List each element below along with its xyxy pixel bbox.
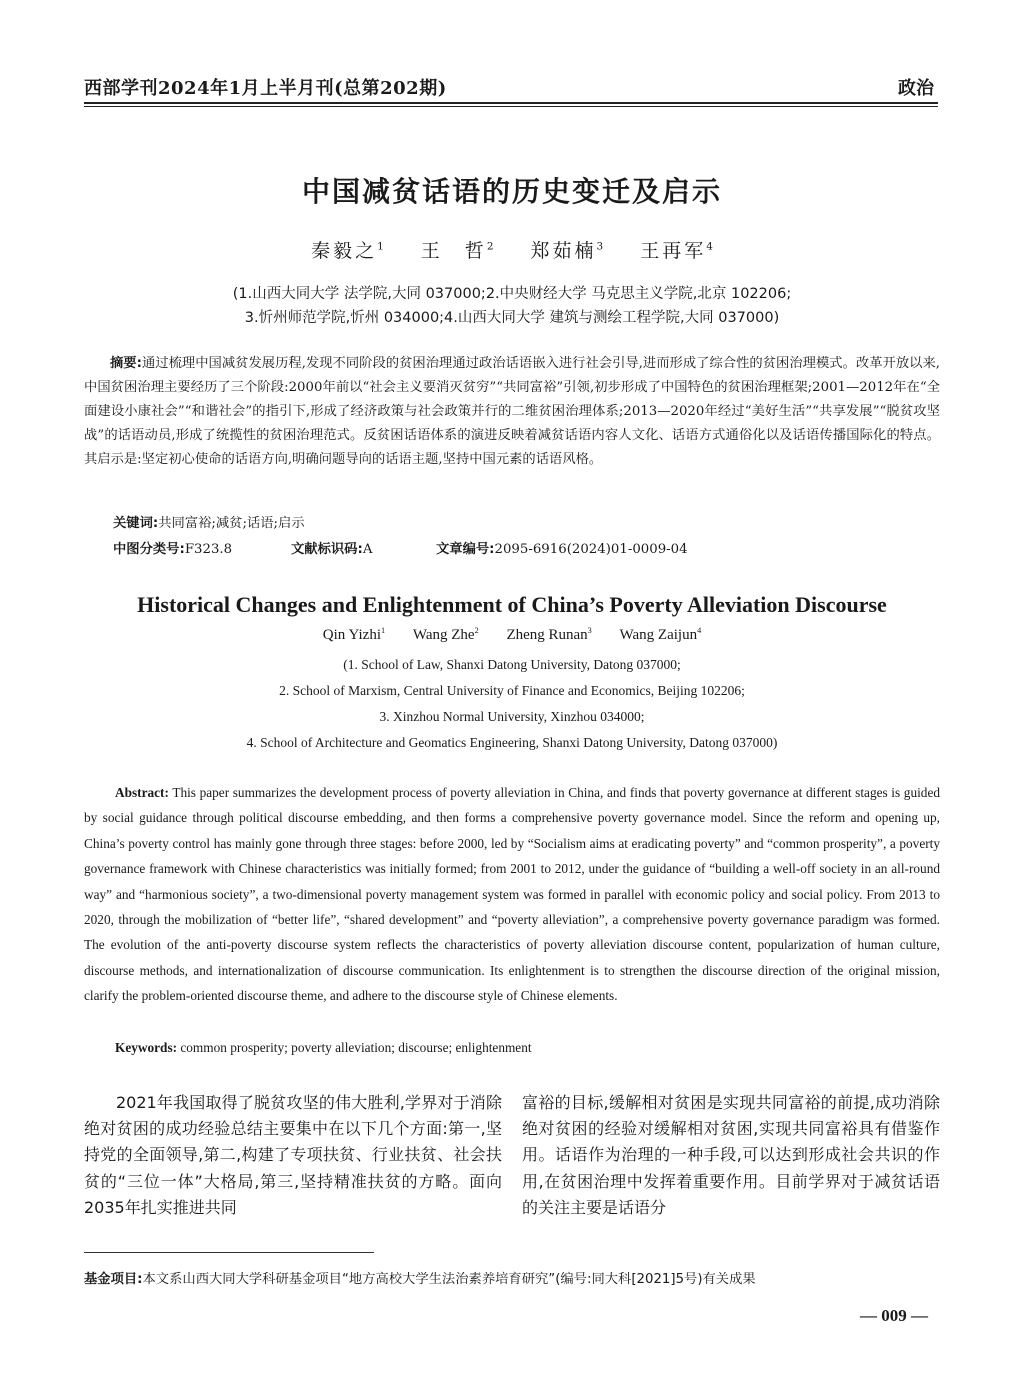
paper-title-cn: 中国减贫话语的历史变迁及启示: [301, 175, 722, 208]
authors-en: [0, 626, 1024, 644]
abstract-en-text: This paper summarizes the development process of poverty alleviation in China, and finds that poverty governance at different stages is guided by social guidance through political discourse embedding, and then forms a comprehensive poverty governance model. Since the reform and opening up, China’s poverty control has mainly gone through three stages: before 2000, led by “Socialism aims at eradicating poverty” and “common prosperity”, a poverty governance framework with Chinese characteristics was initially formed; from 2001 to 2012, under the guidance of “building a well-off society in an all-round way” and “harmonious society”, a two-dimensional poverty management system was formed in parallel with economic policy and social policy. From 2013 to 2020, through the mobilization of “better life”, “shared development” and “poverty alleviation”, a comprehensive poverty governance paradigm was formed. The evolution of the anti-poverty discourse system reflects the characteristics of poverty alleviation discourse content, popularization of human culture, discourse methods, and internationalization of discourse communication. Its enlightenment is to strengthen the discourse direction of the original mission, clarify the problem-oriented discourse theme, and adhere to the discourse style of Chinese elements.: [84, 785, 940, 1004]
abstract-cn-text: 通过梳理中国减贫发展历程,发现不同阶段的贫困治理通过政治话语嵌入进行社会引导,进而形成了综合性的贫困治理模式。改革开放以来,中国贫困治理主要经历了三个阶段:2000年前以“社会主义要消灭贫穷”“共同富裕”引领,初步形成了中国特色的贫困治理框架;2001—2012年在“全面建设小康社会”“和谐社会”的指引下,形成了经济政策与社会政策并行的二维贫困治理体系;2013—2020年经过“美好生活”“共享发展”“脱贫攻坚战”的话语动员,形成了统揽性的贫困治理范式。反贫困话语体系的演进反映着减贫话语内容人文化、话语方式通俗化以及话语传播国际化的特点。其启示是:坚定初心使命的话语方向,明确问题导向的话语主题,坚持中国元素的话语风格。: [84, 356, 940, 467]
abstract-cn-label: 摘要:: [110, 356, 142, 371]
header-rule: [84, 102, 938, 104]
author-en: Wang Zhe$^2$: [412, 626, 479, 643]
author-en: Zheng Runan$^3$: [506, 626, 592, 643]
page-number: — 009 —: [860, 1306, 928, 1325]
affiliation-cn: 3.忻州师范学院,忻州 034000;4.山西大同大学 建筑与测绘工程学院,大同 037000): [244, 310, 780, 326]
author-cn: 郑茹楠$^3$: [530, 240, 604, 262]
author-cn: 秦毅之$^1$: [311, 240, 384, 262]
abstract-en-label: Abstract:: [115, 785, 169, 800]
body-column-left: [84, 1090, 502, 1221]
header-rule-thin: [84, 106, 938, 107]
article-number: 文章编号:2095-6916(2024)01-0009-04: [436, 542, 688, 557]
clc-code: 中图分类号:F323.8: [113, 542, 233, 557]
abstract-cn: [84, 352, 940, 472]
author-cn: 王 哲$^2$: [420, 240, 494, 262]
author-en: Wang Zaijun$^4$: [619, 626, 702, 643]
author-cn: 王再军$^4$: [640, 240, 713, 262]
body-paragraph: 2021年我国取得了脱贫攻坚的伟大胜利,学界对于消除绝对贫困的成功经验总结主要集中在以下几个方面:第一,坚持党的全面领导,第二,构建了专项扶贫、行业扶贫、社会扶贫的“三位一体”大格局,第三,坚持精准扶贫的方略。面向2035年扎实推进共同: [84, 1093, 502, 1217]
affiliation-cn: (1.山西大同大学 法学院,大同 037000;2.中央财经大学 马克思主义学院,北京 102206;: [232, 286, 792, 302]
authors-cn: [0, 236, 1024, 263]
paper-title-en: Historical Changes and Enlightenment of China’s Poverty Alleviation Discourse: [137, 592, 887, 617]
affiliation-en: 2. School of Marxism, Central University of Finance and Economics, Beijing 102206;: [279, 683, 745, 698]
body-paragraph: 富裕的目标,缓解相对贫困是实现共同富裕的前提,成功消除绝对贫困的经验对缓解相对贫困,实现共同富裕具有借鉴作用。话语作为治理的一种手段,可以达到形成社会共识的作用,在贫困治理中发挥着重要作用。目前学界对于减贫话语的关注主要是话语分: [522, 1093, 940, 1217]
body-column-right: [522, 1090, 940, 1221]
funding-footnote: 基金项目:本文系山西大同大学科研基金项目“地方高校大学生法治素养培育研究”(编号:同大科[2021]5号)有关成果: [84, 1272, 756, 1287]
affiliation-en: 3. Xinzhou Normal University, Xinzhou 034000;: [379, 709, 645, 724]
author-en: Qin Yizhi$^1$: [322, 626, 386, 643]
affiliation-en: 4. School of Architecture and Geomatics Engineering, Shanxi Datong University, Datong 037000): [246, 735, 778, 750]
keywords-en: Keywords: common prosperity; poverty alleviation; discourse; enlightenment: [115, 1040, 532, 1055]
footnote-rule: [84, 1252, 374, 1253]
section-label: 政治: [898, 78, 934, 99]
doc-code: 文献标识码:A: [291, 542, 373, 557]
affiliation-en: (1. School of Law, Shanxi Datong University, Datong 037000;: [343, 657, 681, 672]
journal-issue: 西部学刊2024年1月上半月刊(总第202期): [84, 78, 447, 99]
keywords-cn: 关键词:共同富裕;减贫;话语;启示: [113, 516, 305, 531]
abstract-en: [84, 780, 940, 1009]
